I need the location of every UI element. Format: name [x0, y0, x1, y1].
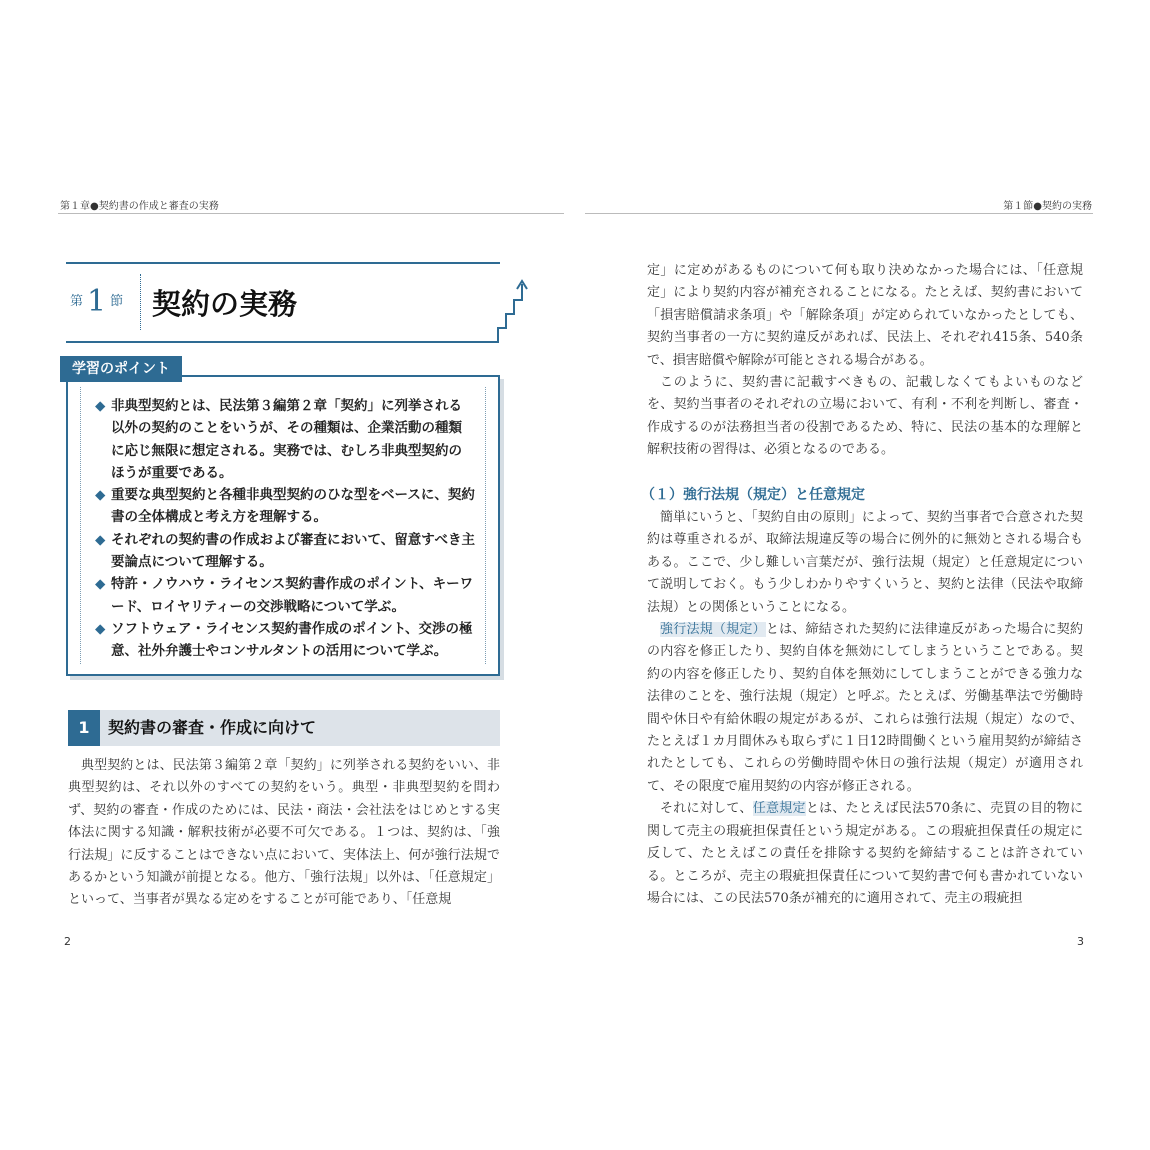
learning-points-inner [80, 387, 486, 664]
diamond-bullet-icon: ◆ [95, 620, 106, 637]
point-text: それぞれの契約書の作成および審査において、留意すべき主要論点について理解する。 [111, 531, 475, 571]
title-rule-bottom [66, 341, 486, 343]
learning-points-label: 学習のポイント [60, 356, 182, 382]
header-rule [58, 213, 564, 214]
paragraph-text: とは、締結された契約に法律違反があった場合に契約の内容を修正したり、契約自体を無効にしてしまうということである。契約の内容を修正したり、契約自体を無効にしてしまうことができる強力な法律のことを、強行法規（規定）と呼ぶ。たとえば、労働基準法で労働時間や休日や有給休暇の規定があるが、これらは強行法規（規定）なので、たとえば１カ月間休みも取らずに１日12時間働くという雇用契約が締結されたとしても、これらの労働時間や休日の強行法規（規定）が適用されて、その限度で雇用契約の内容が修正される。 [647, 622, 1083, 794]
page-number: 3 [1077, 935, 1084, 948]
point-text: 特許・ノウハウ・ライセンス契約書作成のポイント、キーワード、ロイヤリティーの交渉戦略について学ぶ。 [111, 576, 474, 615]
diamond-bullet-icon: ◆ [95, 398, 106, 414]
section-title-block [66, 262, 536, 344]
list-item [95, 529, 475, 574]
list-item [95, 484, 475, 529]
title-divider [140, 274, 141, 330]
list-item [95, 618, 475, 663]
paragraph [647, 619, 1083, 798]
right-page [575, 0, 1150, 1150]
diamond-bullet-icon: ◆ [95, 576, 106, 593]
list-item [95, 395, 475, 484]
body-text-top [647, 260, 1083, 462]
paragraph [647, 798, 1083, 910]
running-head: 第１章●契約書の作成と審査の実務 [60, 201, 219, 212]
point-text: 重要な典型契約と各種非典型契約のひな型をベースに、契約書の全体構成と考え方を理解する。 [111, 487, 475, 526]
subsection-number: 1 [68, 710, 100, 746]
page-number: 2 [64, 935, 71, 948]
paragraph-text: とは、たとえば民法570条に、売買の目的物に関して売主の瑕疵担保責任という規定がある。この瑕疵担保責任の規定に反して、たとえばこの責任を排除する契約を締結することは許されている。ところが、売主の瑕疵担保責任について契約書で何も書かれていない場合には、この民法570条が補充的に適用されて、売主の瑕疵担 [647, 801, 1083, 906]
keyword-highlight: 強行法規（規定） [660, 622, 766, 638]
body-text-bottom [647, 507, 1083, 910]
paragraph: 簡単にいうと、「契約自由の原則」によって、契約当事者で合意された契約は尊重されるが、取締法規違反等の場合に例外的に無効とされる場合もある。ここで、少し難しい言葉だが、強行法規（規定）と任意規定について説明しておく。もう少しわかりやすくいうと、契約と法律（民法や取締法規）との関係ということになる。 [647, 510, 1083, 615]
subsection-heading [68, 710, 500, 746]
header-rule [585, 213, 1093, 214]
body-text [68, 755, 500, 912]
section-number-value: 1 [87, 284, 107, 319]
section-number [70, 284, 136, 319]
keyword-highlight: 任意規定 [752, 801, 806, 817]
list-item [95, 573, 475, 618]
section-suffix: 節 [110, 294, 124, 309]
title-rule-top [66, 262, 500, 264]
learning-points-list [81, 387, 485, 663]
subsection-title: 契約書の審査・作成に向けて [108, 718, 317, 737]
paragraph: 典型契約とは、民法第３編第２章「契約」に列挙される契約をいい、非典型契約は、それ以外のすべての契約をいう。典型・非典型契約を問わず、契約の審査・作成のためには、民法・商法・会社法をはじめとする実体法に関する知識・解釈技術が必要不可欠である。１つは、契約は、「強行法規」に反することはできない点において、実体法上、何が強行法規であるかという知識が前提となる。他方、「強行法規」以外は、「任意規定」といって、当事者が異なる定めをすることが可能であり、「任意規 [68, 758, 500, 908]
section-heading: 契約の実務 [152, 287, 298, 321]
section-prefix: 第 [70, 294, 84, 309]
stairs-arrow-icon [484, 270, 532, 344]
paragraph: このように、契約書に記載すべきもの、記載しなくてもよいものなどを、契約当事者のそれぞれの立場において、有利・不利を判断し、審査・作成するのが法務担当者の役割であるため、特に、民法の基本的な理解と解釈技術の習得は、必須となるのである。 [647, 375, 1083, 458]
diamond-bullet-icon: ◆ [95, 487, 106, 504]
diamond-bullet-icon: ◆ [95, 531, 106, 548]
paragraph: 定」に定めがあるものについて何も取り決めなかった場合には、「任意規定」により契約内容が補充されることになる。たとえば、契約書において「損害賠償請求条項」や「解除条項」が定められていなかったとしても、契約当事者の一方に契約違反があれば、民法上、それぞれ415条、540条で、損害賠償や解除が可能とされる場合がある。 [647, 263, 1083, 368]
sub-heading: （１）強行法規（規定）と任意規定 [641, 487, 865, 503]
point-text: ソフトウェア・ライセンス契約書作成のポイント、交渉の極意、社外弁護士やコンサルタントの活用について学ぶ。 [111, 620, 473, 660]
learning-points-box [66, 375, 500, 676]
point-text: 非典型契約とは、民法第３編第２章「契約」に列挙される以外の契約のことをいうが、その種類は、企業活動の種類に応じ無限に想定される。実務では、むしろ非典型契約のほうが重要である。 [111, 398, 462, 481]
running-head: 第１節●契約の実務 [1003, 201, 1092, 212]
paragraph-text: それに対して、 [660, 801, 753, 817]
